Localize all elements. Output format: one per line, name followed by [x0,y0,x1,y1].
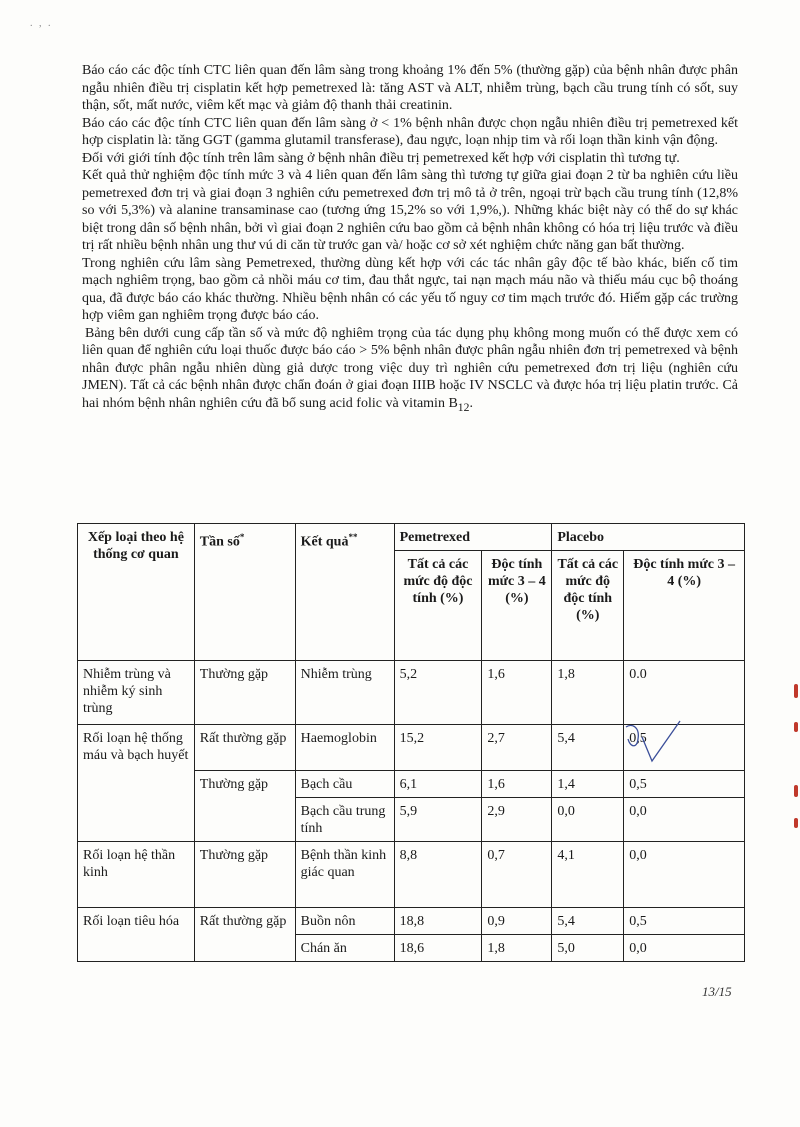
value-cell: 2,9 [482,798,552,842]
value-cell: 5,0 [552,935,624,962]
frequency-cell: Thường gặp [194,842,295,908]
outcome-cell: Bạch cầu [295,771,394,798]
toxicity-table [77,523,745,962]
body-text [82,62,738,416]
outcome-cell: Chán ăn [295,935,394,962]
paragraph: Kết quả thử nghiệm độc tính mức 3 và 4 liên quan đến lâm sàng thì tương tự giữa giai đoạn 2 từ ba nghiên cứu liều pemetrexed đơn trị và giai đoạn 3 nghiên cứu pemetrexed đơn trị mô tả ở trên, ngoại trừ bạch cầu trung tính (12,8% so với 5,3%) và alanine transaminase cao (tương ứng 15,2% so với 1,9%,). Những khác biệt này có thể do sự khác biệt trong dân số bệnh nhân, bởi vì giai đoạn 2 nghiên cứu bao gồm cả bệnh nhân không có hóa trị liệu trước và điều trị rất nhiều bệnh nhân ung thư vú di căn từ trước gan và/ hoặc cơ sở xét nghiệm chức năng gan bất thường. [82,168,738,253]
value-cell: 4,1 [552,842,624,908]
page-number: 13/15 [702,984,732,999]
outcome-cell: Bệnh thần kinh giác quan [295,842,394,908]
stamp-edge-mark [794,785,798,797]
value-cell: 18,6 [394,935,482,962]
paragraph-text: Bảng bên dưới cung cấp tần số và mức độ nghiêm trọng của tác dụng phụ không mong muốn có thể được xem có liên quan để nghiên cứu loại thuốc được báo cáo > 5% bệnh nhân được phân ngẫu nhiên đơn trị pemetrexed và bệnh nhân được phân ngẫu nhiên dùng giả dược trong việc duy trì nghiên cứu pemetrexed đơn trị liệu (nghiên cứu JMEN). Tất cả các bệnh nhân được chẩn đoán ở giai đoạn IIIB hoặc IV NSCLC và được hóa trị liệu platin trước. Cả hai nhóm bệnh nhân nghiên cứu đã bổ sung acid folic và vitamin B [82,325,738,411]
frequency-cell: Rất thường gặp [194,725,295,771]
frequency-cell: Rất thường gặp [194,908,295,962]
corner-marks: . , . [30,18,53,29]
table-row [78,842,745,908]
header-pemetrexed: Pemetrexed [394,524,552,551]
value-cell: 6,1 [394,771,482,798]
outcome-cell: Buồn nôn [295,908,394,935]
value-cell: 18,8 [394,908,482,935]
value-cell: 0,0 [552,798,624,842]
organ-system-cell: Rối loạn tiêu hóa [78,908,195,962]
header-placebo-grade-3-4: Độc tính mức 3 – 4 (%) [624,551,745,661]
value-cell: 5,2 [394,661,482,725]
header-organ-system: Xếp loại theo hệ thống cơ quan [78,524,195,661]
pen-check-mark [622,719,692,771]
stamp-edge-mark [794,818,798,828]
organ-system-cell: Rối loạn hệ thần kinh [78,842,195,908]
value-cell: 1,4 [552,771,624,798]
organ-system-cell: Nhiễm trùng và nhiễm ký sinh trùng [78,661,195,725]
value-cell: 0,9 [482,908,552,935]
value-cell: 8,8 [394,842,482,908]
value-cell: 0,0 [624,798,745,842]
table-row [78,661,745,725]
value-cell: 1,6 [482,771,552,798]
value-cell: 1,6 [482,661,552,725]
table-header-row [78,524,745,551]
value-cell: 0,5 [624,908,745,935]
value-cell: 5,4 [552,908,624,935]
value-cell: 5,9 [394,798,482,842]
value-cell: 0,7 [482,842,552,908]
outcome-cell: Bạch cầu trung tính [295,798,394,842]
table-row [78,725,745,771]
frequency-cell: Thường gặp [194,771,295,842]
paragraph: Đối với giới tính độc tính trên lâm sàng ở bệnh nhân điều trị pemetrexed kết hợp với cisplatin thì tương tự. [82,150,680,166]
value-cell: 1,8 [482,935,552,962]
value-cell: 5,4 [552,725,624,771]
paragraph [82,325,738,416]
paragraph: Báo cáo các độc tính CTC liên quan đến lâm sàng trong khoảng 1% đến 5% (thường gặp) của bệnh nhân được phân ngẫu nhiên điều trị cisplatin kết hợp pemetrexed là: tăng AST và ALT, nhiễm trùng, bạch cầu trung tính có sốt, suy thận, sốt, mất nước, viêm kết mạc và giảm độ thanh thải creatinin. [82,63,738,113]
frequency-cell: Thường gặp [194,661,295,725]
header-pem-grade-3-4: Độc tính mức 3 – 4 (%) [482,551,552,661]
value-cell: 2,7 [482,725,552,771]
stamp-edge-mark [794,684,798,698]
value-cell: 0,0 [624,842,745,908]
outcome-cell: Nhiễm trùng [295,661,394,725]
period: . [469,395,473,411]
header-outcome: Kết quả** [295,524,394,661]
paragraph: Báo cáo các độc tính CTC liên quan đến lâm sàng ở < 1% bệnh nhân được chọn ngẫu nhiên điều trị pemetrexed kết hợp cisplatin là: tăng GGT (gamma glutamil transferase), đau ngực, loạn nhịp tim và rối loạn thần kinh vận động. [82,115,738,148]
value-cell: 0,5 [624,771,745,798]
value-cell: 15,2 [394,725,482,771]
header-frequency: Tần số* [194,524,295,661]
header-placebo-all-grades: Tất cả các mức độ độc tính (%) [552,551,624,661]
value-cell: 1,8 [552,661,624,725]
table-row [78,908,745,935]
value-cell: 0.0 [624,661,745,725]
value-cell: 0,5 [624,725,745,771]
stamp-edge-mark [794,722,798,732]
organ-system-cell: Rối loạn hệ thống máu và bạch huyết [78,725,195,842]
value-cell: 0,0 [624,935,745,962]
outcome-cell: Haemoglobin [295,725,394,771]
header-placebo: Placebo [552,524,745,551]
header-pem-all-grades: Tất cả các mức độ độc tính (%) [394,551,482,661]
paragraph: Trong nghiên cứu lâm sàng Pemetrexed, thường dùng kết hợp với các tác nhân gây độc tế bào khác, biến cố tim mạch nghiêm trọng, bao gồm cả nhồi máu cơ tim, đau thắt ngực, tai nạn mạch máu não và thiếu máu cục bộ thoáng qua, đã được báo cáo khác thường. Nhiều bệnh nhân có các yếu tố nguy cơ tim mạch trước đó. Hiếm gặp các trường hợp viêm gan nghiêm trọng được báo cáo. [82,255,738,323]
vitamin-subscript: 12 [457,400,470,414]
